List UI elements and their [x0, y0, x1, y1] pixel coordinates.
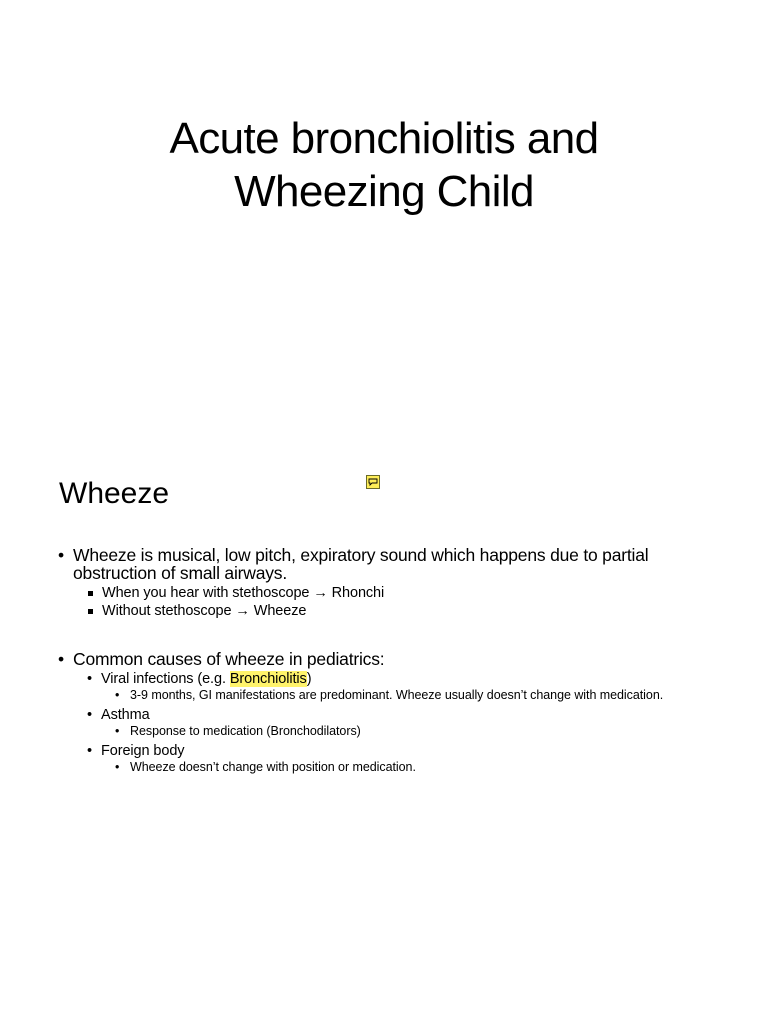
- sub-bullet-foreign-body: [87, 742, 678, 774]
- bullet-text: Common causes of wheeze in pediatrics:: [73, 649, 385, 669]
- sub-bullet-text: Foreign body: [101, 743, 185, 759]
- arrow-right-icon: →: [235, 603, 250, 619]
- detail-list: [115, 761, 678, 774]
- sub-bullet-text-end: ): [306, 671, 312, 687]
- sub-bullet-no-stethoscope: [87, 602, 678, 620]
- bullet-marker: •: [58, 545, 64, 565]
- detail-item: [115, 761, 678, 774]
- bullet-marker: •: [115, 688, 120, 702]
- sub-bullet-list: [87, 584, 678, 620]
- title-slide: [0, 0, 768, 440]
- bullet-marker: •: [87, 743, 92, 759]
- bullet-text: Wheeze is musical, low pitch, expiratory sound which happens due to partial obstruction of small airways.: [73, 545, 649, 583]
- sub-bullet-term: Wheeze: [249, 603, 307, 619]
- arrow-right-icon: →: [313, 585, 328, 601]
- bullet-marker: •: [115, 760, 120, 774]
- bullet-wheeze-definition: [58, 546, 678, 620]
- detail-list: [115, 689, 678, 702]
- bullet-marker: •: [58, 649, 64, 669]
- bullet-marker: •: [115, 724, 120, 738]
- sub-bullet-asthma: [87, 706, 678, 738]
- sub-bullet-stethoscope: [87, 584, 678, 602]
- bullet-common-causes: [58, 650, 678, 774]
- detail-text: 3-9 months, GI manifestations are predominant. Wheeze usually doesn’t change with medication.: [130, 688, 664, 702]
- slide-title: [40, 112, 728, 218]
- sub-bullet-term: Rhonchi: [327, 585, 385, 601]
- detail-item: [115, 689, 678, 702]
- sub-bullet-text: Asthma: [101, 707, 150, 723]
- slide-heading: Wheeze: [59, 477, 170, 510]
- detail-item: [115, 725, 678, 738]
- bullet-list: [58, 546, 678, 778]
- sub-bullet-viral-infections: [87, 670, 678, 702]
- comment-icon[interactable]: [366, 475, 380, 489]
- sub-bullet-text: Viral infections (e.g.: [101, 671, 230, 687]
- bullet-marker: •: [87, 671, 92, 687]
- sub-bullet-text: When you hear with stethoscope: [102, 585, 314, 601]
- square-bullet-icon: [88, 609, 93, 614]
- detail-text: Wheeze doesn’t change with position or medication.: [130, 760, 416, 774]
- highlighted-term: Bronchiolitis: [229, 671, 307, 687]
- content-slide: [0, 440, 768, 1024]
- sub-bullet-list: [87, 670, 678, 774]
- speech-bubble-icon: [368, 478, 378, 486]
- sub-bullet-text: Without stethoscope: [102, 603, 236, 619]
- slide-title-line-2: Wheezing Child: [234, 167, 534, 216]
- bullet-marker: •: [87, 707, 92, 723]
- detail-text: Response to medication (Bronchodilators): [130, 724, 361, 738]
- slide-title-line-1: Acute bronchiolitis and: [169, 114, 599, 163]
- detail-list: [115, 725, 678, 738]
- square-bullet-icon: [88, 591, 93, 596]
